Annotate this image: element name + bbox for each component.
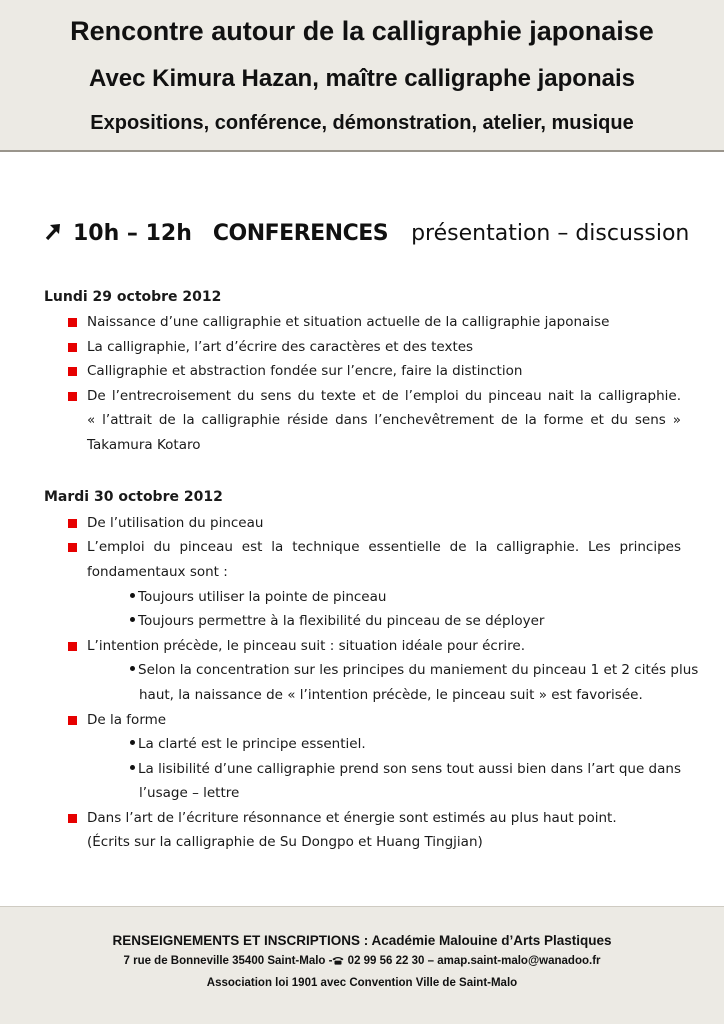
sub-bullet-continuation: l’usage – lettre bbox=[139, 785, 240, 801]
list-item: L’emploi du pinceau est la technique essentielle de la calligraphie. Les principes bbox=[87, 539, 681, 555]
page-tagline: Expositions, conférence, démonstration, atelier, musique bbox=[90, 112, 634, 134]
bullet-dot bbox=[130, 617, 135, 622]
list-item: De la forme bbox=[87, 712, 167, 728]
footer-phone-email: 02 99 56 22 30 – amap.saint-malo@wanadoo.fr bbox=[344, 955, 601, 967]
page-subtitle: Avec Kimura Hazan, maître calligraphe japonais bbox=[89, 65, 635, 92]
bullet-square bbox=[68, 519, 77, 528]
section-title bbox=[44, 220, 690, 250]
list-item: Dans l’art de l’écriture résonnance et énergie sont estimés au plus haut point. bbox=[87, 810, 617, 826]
bullet-square bbox=[68, 543, 77, 552]
footer-contact-heading: RENSEIGNEMENTS ET INSCRIPTIONS : Académie Malouine d’Arts Plastiques bbox=[112, 933, 612, 948]
sub-bullet-item bbox=[130, 735, 366, 753]
page-header bbox=[0, 0, 724, 152]
bullet-dot bbox=[130, 740, 135, 745]
sub-bullet-text: Toujours permettre à la flexibilité du pinceau de se déployer bbox=[138, 613, 545, 629]
sub-bullet-item bbox=[130, 760, 681, 778]
quote-author: Takamura Kotaro bbox=[87, 437, 201, 453]
day1-heading: Lundi 29 octobre 2012 bbox=[44, 289, 222, 305]
section-label: CONFERENCES bbox=[212, 221, 389, 246]
bullet-square bbox=[68, 814, 77, 823]
list-item: De l’utilisation du pinceau bbox=[87, 515, 264, 531]
sub-bullet-text: La lisibilité d’une calligraphie prend son sens tout aussi bien dans l’art que dans bbox=[138, 761, 681, 777]
sub-bullet-item bbox=[130, 661, 699, 679]
bullet-square bbox=[68, 318, 77, 327]
sub-bullet-text: Toujours utiliser la pointe de pinceau bbox=[138, 589, 387, 605]
footer-street: 7 rue de Bonneville 35400 Saint-Malo - bbox=[123, 955, 333, 967]
arrow-up-right-icon bbox=[44, 220, 62, 242]
sub-bullet-continuation: haut, la naissance de « l’intention précède, le pinceau suit » est favorisée. bbox=[139, 687, 643, 703]
list-item: De l’entrecroisement du sens du texte et de l’emploi du pinceau nait la calligraphie. bbox=[87, 388, 681, 404]
footer-association: Association loi 1901 avec Convention Ville de Saint-Malo bbox=[206, 977, 518, 989]
list-item: L’intention précède, le pinceau suit : situation idéale pour écrire. bbox=[87, 638, 525, 654]
list-item: La calligraphie, l’art d’écrire des caractères et des textes bbox=[87, 339, 474, 355]
bullet-square bbox=[68, 392, 77, 401]
bullet-square bbox=[68, 367, 77, 376]
bullet-dot bbox=[130, 765, 135, 770]
section-time: 10h – 12h bbox=[73, 221, 192, 246]
bullet-dot bbox=[130, 593, 135, 598]
list-item-continuation: fondamentaux sont : bbox=[87, 564, 228, 580]
bullet-square bbox=[68, 343, 77, 352]
source-note: (Écrits sur la calligraphie de Su Dongpo et Huang Tingjian) bbox=[87, 834, 483, 850]
sub-bullet-item bbox=[130, 612, 544, 630]
page-title: Rencontre autour de la calligraphie japonaise bbox=[70, 16, 654, 46]
bullet-square bbox=[68, 716, 77, 725]
page-footer bbox=[0, 906, 724, 1024]
telephone-icon bbox=[332, 956, 344, 965]
list-item: Naissance d’une calligraphie et situation actuelle de la calligraphie japonaise bbox=[87, 314, 610, 330]
list-item: Calligraphie et abstraction fondée sur l’encre, faire la distinction bbox=[87, 363, 523, 379]
bullet-square bbox=[68, 642, 77, 651]
sub-bullet-text: La clarté est le principe essentiel. bbox=[138, 736, 366, 752]
day2-heading: Mardi 30 octobre 2012 bbox=[44, 489, 223, 505]
footer-address bbox=[0, 955, 724, 967]
sub-bullet-text: Selon la concentration sur les principes du maniement du pinceau 1 et 2 cités plus bbox=[138, 662, 699, 678]
quote-text: « l’attrait de la calligraphie réside dans l’enchevêtrement de la forme et du sens » bbox=[87, 412, 681, 428]
bullet-dot bbox=[130, 666, 135, 671]
sub-bullet-item bbox=[130, 588, 386, 606]
section-subtitle: présentation – discussion bbox=[411, 221, 690, 246]
